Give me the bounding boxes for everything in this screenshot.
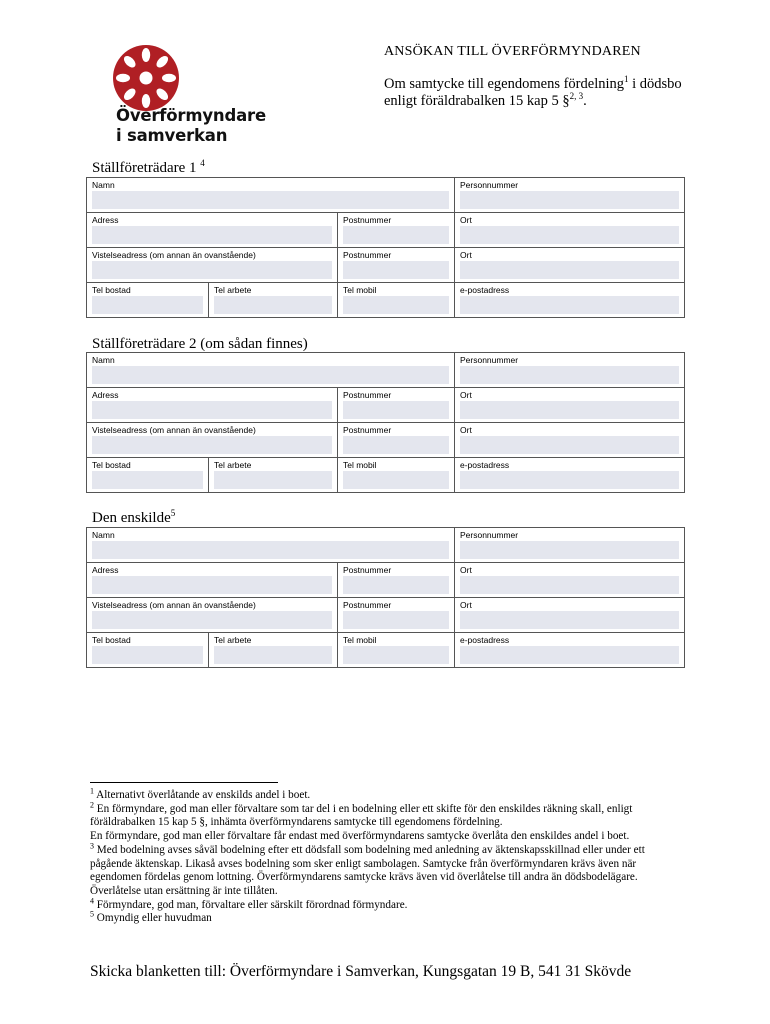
logo-line-1: Överförmyndare — [116, 106, 266, 125]
footnote-2: $^2$ En förmyndare, god man eller förvaltare som tar del i en bodelning eller ett skifte för den enskildes räkning skall, enligt föräldrabalken 15 kap 5 §, inhämta överförmyndarens samtycke till egendomens fördelning. — [90, 799, 633, 829]
field-adress[interactable] — [87, 388, 338, 423]
section-title-stallforetradare-2: Ställföreträdare 2 (om sådan finnes) — [92, 336, 308, 352]
field-tel-mobil[interactable] — [338, 633, 455, 668]
field-label: Tel bostad — [92, 285, 131, 295]
field-tel-bostad[interactable] — [87, 283, 209, 318]
document-subtitle: Om samtycke till egendomens fördelning$^1$ i dödsbo enligt föräldrabalken 15 kap 5 §$^{2, 3}$. — [384, 74, 682, 109]
field-label: Ort — [460, 425, 472, 435]
field-personnummer[interactable] — [455, 178, 685, 213]
field-postnummer[interactable] — [338, 563, 455, 598]
footnote-3: $^3$ Med bodelning avses såväl bodelning efter ett dödsfall som bodelning med anledning av äktenskapsskillnad eller under ett pågående äktenskap. Likaså avses bodelning som sker enligt sambolagen. Samtycke från överförmyndaren krävs även när egendomen fördelas genom lottning. Överförmyndarens samtycke krävs även vid överlåtelse till andra än dödsbodelägare. Överlåtelse utan ersättning är inte tillåten. — [90, 841, 645, 897]
field-personnummer[interactable] — [455, 353, 685, 388]
text-input[interactable] — [460, 611, 679, 629]
field-label: Adress — [92, 215, 119, 225]
text-input[interactable] — [92, 226, 332, 244]
field-namn[interactable] — [87, 528, 455, 563]
text-input[interactable] — [343, 401, 449, 419]
text-input[interactable] — [92, 611, 332, 629]
field-tel-mobil[interactable] — [338, 458, 455, 493]
text-input[interactable] — [214, 296, 332, 314]
field-label: Adress — [92, 390, 119, 400]
field-vistelseadress[interactable] — [87, 598, 338, 633]
field-postnummer-2[interactable] — [338, 598, 455, 633]
field-label: Tel mobil — [343, 460, 377, 470]
field-tel-arbete[interactable] — [209, 283, 338, 318]
field-namn[interactable] — [87, 353, 455, 388]
field-label: Tel mobil — [343, 285, 377, 295]
field-label: Postnummer — [343, 250, 392, 260]
text-input[interactable] — [92, 471, 203, 489]
text-input[interactable] — [92, 191, 449, 209]
field-epostadress[interactable] — [455, 283, 685, 318]
field-label: Postnummer — [343, 600, 392, 610]
field-label: Adress — [92, 565, 119, 575]
text-input[interactable] — [214, 471, 332, 489]
field-label: Ort — [460, 250, 472, 260]
footnote-divider — [90, 782, 278, 783]
field-ort[interactable] — [455, 388, 685, 423]
field-ort[interactable] — [455, 213, 685, 248]
field-label: Personnummer — [460, 355, 519, 365]
text-input[interactable] — [460, 646, 679, 664]
text-input[interactable] — [460, 366, 679, 384]
table-row — [87, 458, 685, 493]
flower-logo-icon — [110, 42, 182, 114]
footnote-4: $^4$ Förmyndare, god man, förvaltare eller särskilt förordnad förmyndare. — [90, 895, 408, 911]
field-label: Ort — [460, 600, 472, 610]
field-vistelseadress[interactable] — [87, 248, 338, 283]
field-ort-2[interactable] — [455, 598, 685, 633]
field-label: Namn — [92, 180, 115, 190]
field-label: Postnummer — [343, 390, 392, 400]
text-input[interactable] — [343, 436, 449, 454]
field-label: Tel arbete — [214, 635, 252, 645]
send-to-address: Skicka blanketten till: Överförmyndare i Samverkan, Kungsgatan 19 B, 541 31 Skövde — [90, 963, 632, 980]
field-epostadress[interactable] — [455, 633, 685, 668]
field-label: e-postadress — [460, 285, 510, 295]
field-label: Postnummer — [343, 425, 392, 435]
field-tel-mobil[interactable] — [338, 283, 455, 318]
text-input[interactable] — [460, 541, 679, 559]
text-input[interactable] — [92, 576, 332, 594]
logo-text — [116, 106, 266, 146]
field-tel-arbete[interactable] — [209, 633, 338, 668]
table-row — [87, 633, 685, 668]
field-postnummer-2[interactable] — [338, 248, 455, 283]
field-label: Namn — [92, 530, 115, 540]
table-row — [87, 248, 685, 283]
text-input[interactable] — [343, 226, 449, 244]
form-table-den-enskilde — [86, 527, 685, 668]
table-row — [87, 388, 685, 423]
form-table-stallforetradare-2 — [86, 352, 685, 493]
field-postnummer-2[interactable] — [338, 423, 455, 458]
text-input[interactable] — [92, 436, 332, 454]
table-row — [87, 528, 685, 563]
text-input[interactable] — [460, 191, 679, 209]
section-title-den-enskilde: Den enskilde$^5$ — [92, 508, 176, 526]
text-input[interactable] — [343, 471, 449, 489]
text-input[interactable] — [343, 646, 449, 664]
field-label: Tel mobil — [343, 635, 377, 645]
field-label: Tel arbete — [214, 460, 252, 470]
field-tel-bostad[interactable] — [87, 458, 209, 493]
field-tel-bostad[interactable] — [87, 633, 209, 668]
text-input[interactable] — [460, 261, 679, 279]
field-label: Vistelseadress (om annan än ovanstående) — [92, 250, 256, 260]
footnote-1: $^1$ Alternativt överlåtande av enskilds andel i boet. — [90, 786, 311, 801]
text-input[interactable] — [460, 401, 679, 419]
table-row — [87, 213, 685, 248]
table-row — [87, 178, 685, 213]
field-label: Postnummer — [343, 565, 392, 575]
form-table-stallforetradare-1 — [86, 177, 685, 318]
footnotes — [90, 786, 680, 926]
text-input[interactable] — [343, 611, 449, 629]
field-label: Tel bostad — [92, 635, 131, 645]
text-input[interactable] — [460, 471, 679, 489]
field-adress[interactable] — [87, 563, 338, 598]
text-input[interactable] — [343, 296, 449, 314]
field-ort-2[interactable] — [455, 423, 685, 458]
field-adress[interactable] — [87, 213, 338, 248]
field-label: Tel bostad — [92, 460, 131, 470]
field-label: e-postadress — [460, 635, 510, 645]
field-label: Tel arbete — [214, 285, 252, 295]
footnote-5: $^5$ Omyndig eller huvudman — [90, 909, 212, 925]
field-ort[interactable] — [455, 563, 685, 598]
section-title-stallforetradare-1: Ställföreträdare 1 $^4$ — [92, 158, 205, 176]
text-input[interactable] — [460, 576, 679, 594]
field-label: e-postadress — [460, 460, 510, 470]
field-postnummer[interactable] — [338, 213, 455, 248]
text-input[interactable] — [92, 541, 449, 559]
text-input[interactable] — [92, 646, 203, 664]
text-input[interactable] — [460, 296, 679, 314]
text-input[interactable] — [92, 366, 449, 384]
field-label: Postnummer — [343, 215, 392, 225]
text-input[interactable] — [343, 261, 449, 279]
field-tel-arbete[interactable] — [209, 458, 338, 493]
table-row — [87, 598, 685, 633]
text-input[interactable] — [92, 401, 332, 419]
field-epostadress[interactable] — [455, 458, 685, 493]
text-input[interactable] — [343, 576, 449, 594]
table-row — [87, 563, 685, 598]
field-label: Vistelseadress (om annan än ovanstående) — [92, 425, 256, 435]
text-input[interactable] — [92, 261, 332, 279]
text-input[interactable] — [214, 646, 332, 664]
field-vistelseadress[interactable] — [87, 423, 338, 458]
field-label: Personnummer — [460, 530, 519, 540]
field-label: Ort — [460, 215, 472, 225]
field-label: Ort — [460, 390, 472, 400]
field-personnummer[interactable] — [455, 528, 685, 563]
field-label: Ort — [460, 565, 472, 575]
field-label: Personnummer — [460, 180, 519, 190]
field-label: Namn — [92, 355, 115, 365]
field-label: Vistelseadress (om annan än ovanstående) — [92, 600, 256, 610]
text-input[interactable] — [460, 436, 679, 454]
text-input[interactable] — [92, 296, 203, 314]
field-ort-2[interactable] — [455, 248, 685, 283]
table-row — [87, 353, 685, 388]
text-input[interactable] — [460, 226, 679, 244]
logo-line-2: i samverkan — [116, 126, 228, 145]
table-row — [87, 423, 685, 458]
table-row — [87, 283, 685, 318]
field-postnummer[interactable] — [338, 388, 455, 423]
document-title: ANSÖKAN TILL ÖVERFÖRMYNDAREN — [384, 44, 641, 59]
footnote-2-continued: En förmyndare, god man eller förvaltare får endast med överförmyndarens samtycke överlåta den enskildes andel i boet. — [90, 830, 630, 843]
field-namn[interactable] — [87, 178, 455, 213]
